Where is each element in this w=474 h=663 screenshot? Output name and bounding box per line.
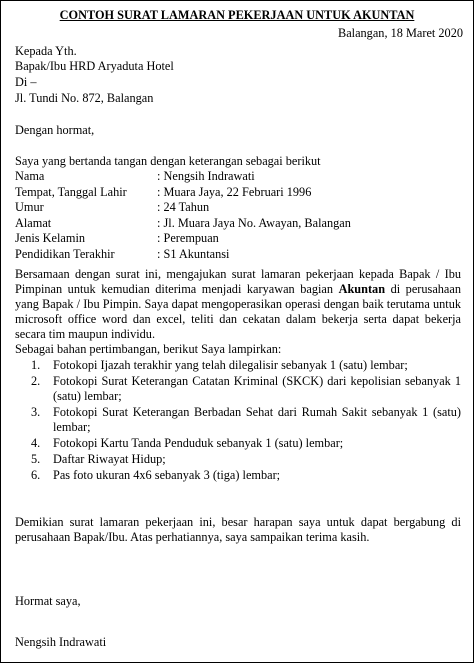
field-label-nama: Nama	[15, 169, 45, 183]
attachment-item: Fotokopi Surat Keterangan Berbadan Sehat dari Rumah Sakit sebanyak 1 (satu) lembar;	[53, 405, 461, 434]
attachment-item: Fotokopi Kartu Tanda Penduduk sebanyak 1 (satu) lembar;	[53, 436, 344, 450]
body-bold-role: Akuntan	[338, 282, 386, 296]
attachment-number: 1.	[31, 358, 41, 372]
letter-title: CONTOH SURAT LAMARAN PEKERJAAN UNTUK AKUNTAN	[59, 8, 415, 22]
field-label-jenis-kelamin: Jenis Kelamin	[15, 231, 86, 245]
attachment-number: 6.	[31, 468, 41, 482]
field-value-jenis-kelamin: : Perempuan	[157, 231, 219, 245]
attachment-number: 4.	[31, 436, 41, 450]
regards: Hormat saya,	[15, 594, 81, 608]
attachment-item: Daftar Riwayat Hidup;	[53, 452, 166, 466]
recipient-line-2: Bapak/Ibu HRD Aryaduta Hotel	[15, 59, 174, 73]
attachment-number: 2.	[31, 374, 41, 388]
body-paragraph: Bersamaan dengan surat ini, mengajukan surat lamaran pekerjaan kepada Bapak / Ibu Pimpinan untuk kemudian diterima menjadi karyawan bagian Akuntan di perusahaan yang Bapak / Ibu Pimpin. Saya dapat mengoperasikan operasi dengan baik terutama untuk microsoft office word dan excel, teliti dan cekatan dalam bekerja serta dapat bekerja secara tim maupun individu.	[15, 267, 461, 341]
greeting: Dengan hormat,	[15, 123, 95, 137]
field-value-alamat: : Jl. Muara Jaya No. Awayan, Balangan	[157, 216, 351, 230]
field-value-umur: : 24 Tahun	[157, 200, 210, 214]
field-label-umur: Umur	[15, 200, 44, 214]
signature-name: Nengsih Indrawati	[15, 635, 107, 649]
attachment-number: 5.	[31, 452, 41, 466]
field-label-pendidikan: Pendidikan Terakhir	[15, 247, 115, 261]
place-date: Balangan, 18 Maret 2020	[338, 26, 463, 40]
recipient-line-3: Di –	[15, 75, 37, 89]
attachment-item: Pas foto ukuran 4x6 sebanyak 3 (tiga) lembar;	[53, 468, 281, 482]
attachment-intro: Sebagai bahan pertimbangan, berikut Saya lampirkan:	[15, 342, 282, 356]
attachment-item: Fotokopi Ijazah terakhir yang telah dilegalisir sebanyak 1 (satu) lembar;	[53, 358, 408, 372]
field-label-ttl: Tempat, Tanggal Lahir	[15, 185, 127, 199]
closing-paragraph: Demikian surat lamaran pekerjaan ini, besar harapan saya untuk dapat bergabung di perusahaan Bapak/Ibu. Atas perhatiannya, saya sampaikan terima kasih.	[15, 515, 461, 544]
field-label-alamat: Alamat	[15, 216, 52, 230]
field-value-nama: : Nengsih Indrawati	[157, 169, 255, 183]
intro-text: Saya yang bertanda tangan dengan keterangan sebagai berikut	[15, 154, 321, 168]
recipient-line-4: Jl. Tundi No. 872, Balangan	[15, 91, 154, 105]
recipient-line-1: Kepada Yth.	[15, 44, 77, 58]
field-value-ttl: : Muara Jaya, 22 Februari 1996	[157, 185, 312, 199]
field-value-pendidikan: : S1 Akuntansi	[157, 247, 230, 261]
attachment-number: 3.	[31, 405, 41, 419]
attachment-item: Fotokopi Surat Keterangan Catatan Kriminal (SKCK) dari kepolisian sebanyak 1 (satu) lembar;	[53, 374, 461, 403]
